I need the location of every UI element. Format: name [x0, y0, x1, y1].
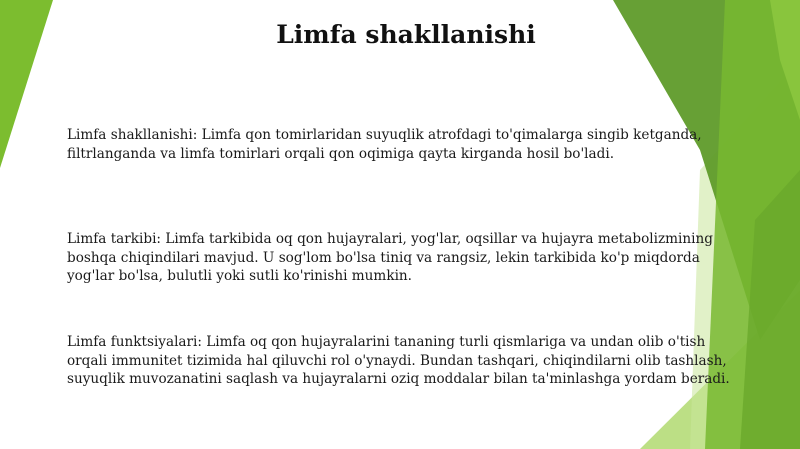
slide-title: Limfa shakllanishi	[276, 20, 536, 49]
paragraph-lymph-functions: Limfa funktsiyalari: Limfa oq qon hujayralarini tananing turli qismlariga va undan olib o'tish orqali immunitet tizimida hal qiluvchi rol o'ynaydi. Bundan tashqari, chiqindilarni olib tashlash, suyuqlik muvozanatini saqlash va hujayralarni oziq moddalar bilan ta'minlashga yordam beradi.	[67, 334, 730, 388]
paragraph-lymph-formation: Limfa shakllanishi: Limfa qon tomirlaridan suyuqlik atrofdagi to'qimalarga singib ketganda, filtrlanganda va limfa tomirlari orqali qon oqimiga qayta kirganda hosil bo'ladi.	[67, 127, 702, 162]
paragraph-lymph-composition: Limfa tarkibi: Limfa tarkibida oq qon hujayralari, yog'lar, oqsillar va hujayra metabolizmining boshqa chiqindilari mavjud. U sog'lom bo'lsa tiniq va rangsiz, lekin tarkibida ko'p miqdorda yog'lar bo'lsa, bulutli yoki sutli ko'rinishi mumkin.	[67, 231, 713, 285]
